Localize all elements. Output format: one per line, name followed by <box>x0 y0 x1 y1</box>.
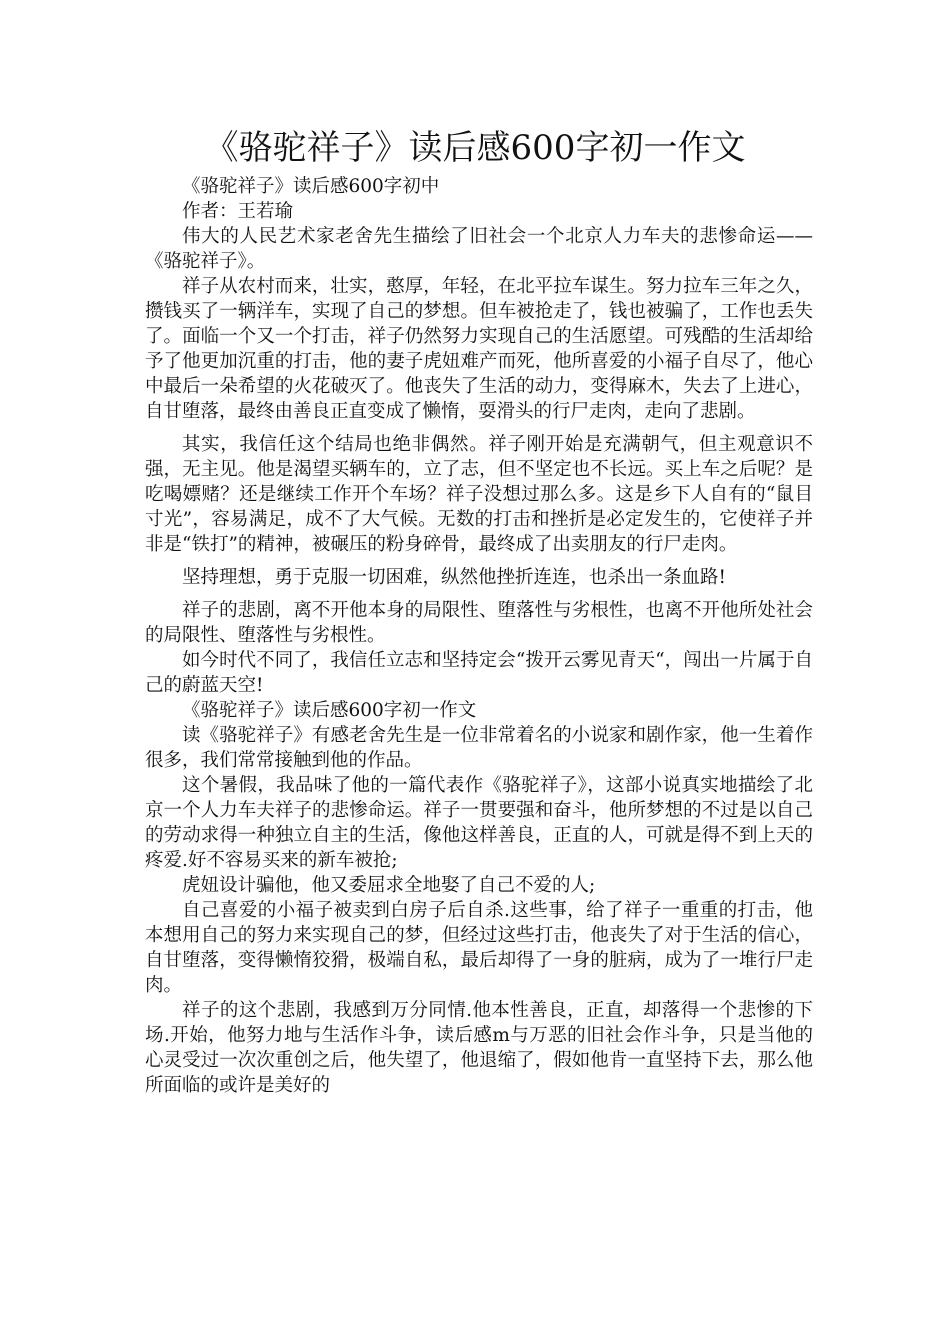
paragraph: 《骆驼祥子》读后感600字初一作文 <box>182 700 477 721</box>
paragraph: 伟大的人民艺术家老舍先生描绘了旧社会一个北京人力车夫的悲惨命运——《骆驼祥子》。 <box>145 226 813 272</box>
document-body <box>145 174 813 1098</box>
paragraph: 《骆驼祥子》读后感600字初中 <box>182 176 440 197</box>
paragraph: 其实，我信任这个结局也绝非偶然。祥子刚开始是充满朝气，但主观意识不强，无主见。他是渴望买辆车的，立了志，但不坚定也不长远。买上车之后呢？是吃喝嫖赌？还是继续工作开个车场？祥子没想过那么多。这是乡下人自有的“鼠目寸光”，容易满足，成不了大气候。无数的打击和挫折是必定发生的，它使祥子并非是“铁打”的精神，被碾压的粉身碎骨，最终成了出卖朋友的行尸走肉。 <box>145 434 813 555</box>
paragraph: 作者：王若瑜 <box>182 201 294 222</box>
paragraph: 祥子从农村而来，壮实，憨厚，年轻，在北平拉车谋生。努力拉车三年之久，攒钱买了一辆洋车，实现了自己的梦想。但车被抢走了，钱也被骗了，工作也丢失了。面临一个又一个打击，祥子仍然努力实现自己的生活愿望。可残酷的生活却给予了他更加沉重的打击，他的妻子虎妞难产而死，他所喜爱的小福子自尽了，他心中最后一朵希望的火花破灭了。他丧失了生活的动力，变得麻木，失去了上进心，自甘堕落，最终由善良正直变成了懒惰，耍滑头的行尸走肉，走向了悲剧。 <box>145 276 813 422</box>
paragraph: 自己喜爱的小福子被卖到白房子后自杀.这些事，给了祥子一重重的打击，他本想用自己的努力来实现自己的梦，但经过这些打击，他丧失了对于生活的信心，自甘堕落，变得懒惰狡猾，极端自私，最后却得了一身的脏病，成为了一堆行尸走肉。 <box>145 900 813 996</box>
paragraph: 虎妞设计骗他，他又委屈求全地娶了自己不爱的人; <box>182 875 596 896</box>
paragraph: 坚持理想，勇于克服一切困难，纵然他挫折连连，也杀出一条血路! <box>182 567 726 588</box>
document-title: 《骆驼祥子》读后感600字初一作文 <box>204 128 746 168</box>
paragraph: 祥子的悲剧，离不开他本身的局限性、堕落性与劣根性，也离不开他所处社会的局限性、堕落性与劣根性。 <box>145 600 813 646</box>
paragraph: 读《骆驼祥子》有感老舍先生是一位非常着名的小说家和剧作家，他一生着作很多，我们常常接触到他的作品。 <box>145 725 813 771</box>
paragraph: 这个暑假，我品味了他的一篇代表作《骆驼祥子》，这部小说真实地描绘了北京一个人力车夫祥子的悲惨命运。祥子一贯要强和奋斗，他所梦想的不过是以自己的劳动求得一种独立自主的生活，像他这样善良，正直的人，可就是得不到上天的疼爱.好不容易买来的新车被抢; <box>145 775 813 871</box>
paragraph: 祥子的这个悲剧，我感到万分同情.他本性善良，正直，却落得一个悲惨的下场.开始，他努力地与生活作斗争，读后感m与万恶的旧社会作斗争，只是当他的心灵受过一次次重创之后，他失望了，他退缩了，假如他肯一直坚持下去，那么他所面临的或许是美好的 <box>145 1000 813 1096</box>
paragraph: 如今时代不同了，我信任立志和坚持定会“拨开云雾见青天“，闯出一片属于自己的蔚蓝天空! <box>145 650 813 696</box>
